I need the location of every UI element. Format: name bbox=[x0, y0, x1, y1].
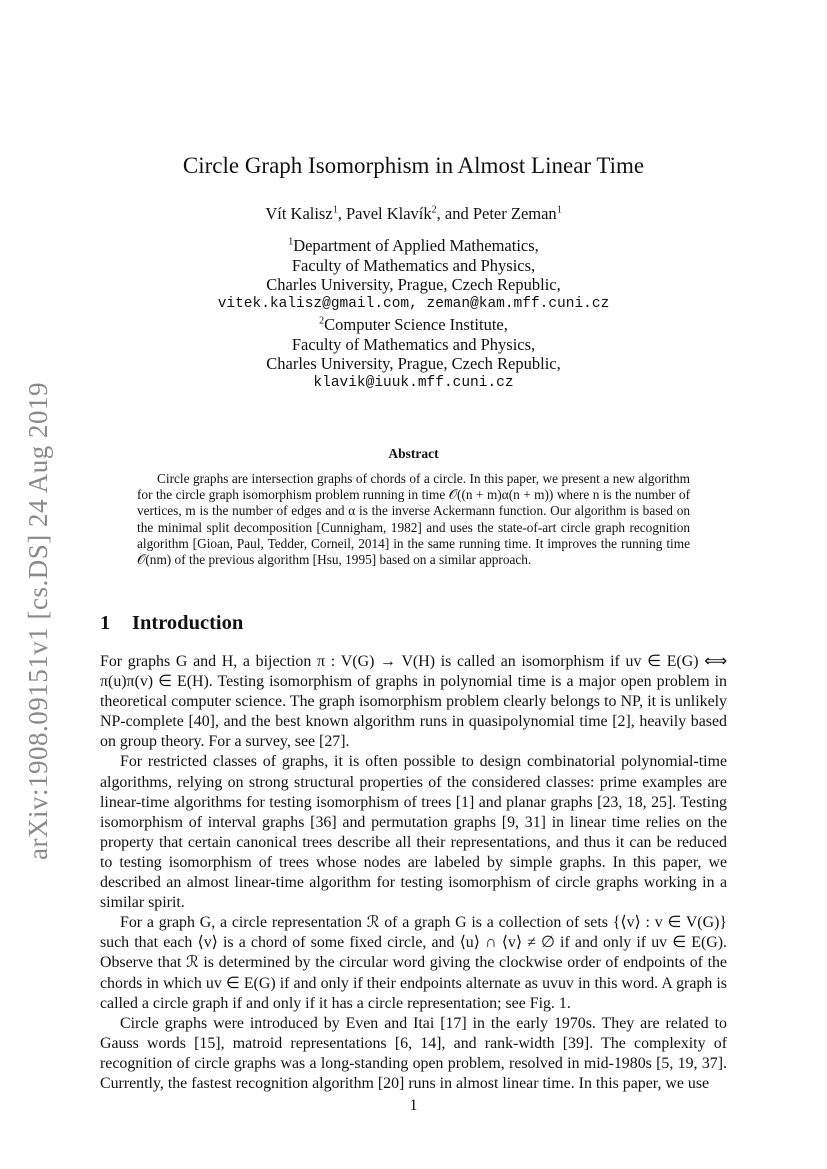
section-heading bbox=[100, 612, 243, 635]
author-name: Vít Kalisz bbox=[265, 204, 333, 223]
section-number: 1 bbox=[100, 612, 111, 634]
abstract-text: Circle graphs are intersection graphs of chords of a circle. In this paper, we present a new algorithm for the circle graph isomorphism problem running in time 𝒪((n + m)α(n + m)) where n is the number of vertices, m is the number of edges and α is the inverse Ackermann function. Our algorithm is based on the minimal split decomposition [Cunnigham, 1982] and uses the state-of-art circle graph recognition algorithm [Gioan, Paul, Tedder, Corneil, 2014] in the same running time. It improves the running time 𝒪(nm) of the previous algorithm [Hsu, 1995] based on a similar approach. bbox=[137, 471, 690, 568]
affil-line: Faculty of Mathematics and Physics, bbox=[291, 255, 536, 275]
affil-line: Charles University, Prague, Czech Republic, bbox=[266, 275, 561, 295]
author-separator: , bbox=[337, 204, 346, 223]
arxiv-stamp bbox=[18, 360, 58, 860]
affil-email[interactable]: vitek.kalisz@gmail.com, zeman@kam.mff.cuni.cz bbox=[217, 296, 610, 313]
arxiv-stamp-text: arXiv:1908.09151v1 [cs.DS] 24 Aug 2019 bbox=[23, 382, 53, 860]
affil-line: Computer Science Institute, bbox=[324, 314, 508, 334]
section-title: Introduction bbox=[132, 612, 244, 634]
abstract-heading: Abstract bbox=[388, 446, 439, 461]
author-affil-mark: 2 bbox=[431, 204, 437, 216]
paragraph: Circle graphs were introduced by Even and Itai [17] in the early 1970s. They are related to Gauss words [15], matroid representations [6, 14], and rank-width [39]. The complexity of recognition of circle graphs was a long-standing open problem, resolved in mid-1980s [5, 19, 37]. Currently, the fastest recognition algorithm [20] runs in almost linear time. In this paper, we use bbox=[100, 1014, 727, 1092]
affil-line: Charles University, Prague, Czech Republic, bbox=[266, 354, 561, 374]
author-separator: , and bbox=[436, 204, 473, 223]
affiliations bbox=[100, 236, 727, 394]
affil-mark: 1 bbox=[288, 236, 294, 248]
author-list bbox=[100, 203, 727, 225]
paragraph: For restricted classes of graphs, it is often possible to design combinatorial polynomial-time algorithms, relying on strong structural properties of the considered classes: prime examples are linear-time algorithms for testing isomorphism of trees [1] and planar graphs [23, 18, 25]. Testing isomorphism of interval graphs [36] and permutation graphs [9, 31] in linear time relies on the property that certain canonical trees describe all their representations, and thus it can be reduced to testing isomorphism of trees whose nodes are labeled by simple graphs. In this paper, we described an almost linear-time algorithm for testing isomorphism of circle graphs working in a similar spirit. bbox=[100, 753, 727, 912]
author-affil-mark: 1 bbox=[332, 204, 338, 216]
affil-line: Faculty of Mathematics and Physics, bbox=[291, 334, 536, 354]
affil-email[interactable]: klavik@iuuk.mff.cuni.cz bbox=[313, 374, 514, 391]
author-name: Peter Zeman bbox=[472, 204, 557, 223]
paragraph: For graphs G and H, a bijection π : V(G) → V(H) is called an isomorphism if uv ∈ E(G) ⟺ π(u)π(v) ∈ E(H). Testing isomorphism of graphs in polynomial time is a major open problem in theoretical computer science. The graph isomorphism problem clearly belongs to NP, it is unlikely NP-complete [40], and the best known algorithm runs in quasipolynomial time [2], heavily based on group theory. For a survey, see [27]. bbox=[100, 653, 727, 751]
author-affil-mark: 1 bbox=[556, 204, 562, 216]
author-name: Pavel Klavík bbox=[345, 204, 432, 223]
paragraph: For a graph G, a circle representation ℛ of a graph G is a collection of sets {⟨v⟩ : v ∈ V(G)} such that each ⟨v⟩ is a chord of some fixed circle, and ⟨u⟩ ∩ ⟨v⟩ ≠ ∅ if and only if uv ∈ E(G). Observe that ℛ is determined by the circular word giving the clockwise order of endpoints of the chords in which uv ∈ E(G) if and only if their endpoints alternate as uvuv in this word. A graph is called a circle graph if and only if it has a circle representation; see Fig. 1. bbox=[100, 914, 727, 1012]
body-text bbox=[100, 652, 727, 1094]
affil-line: Department of Applied Mathematics, bbox=[293, 236, 539, 255]
affil-mark: 2 bbox=[319, 315, 325, 327]
page-number: 1 bbox=[409, 1097, 418, 1114]
paper-title: Circle Graph Isomorphism in Almost Linear Time bbox=[182, 153, 645, 178]
